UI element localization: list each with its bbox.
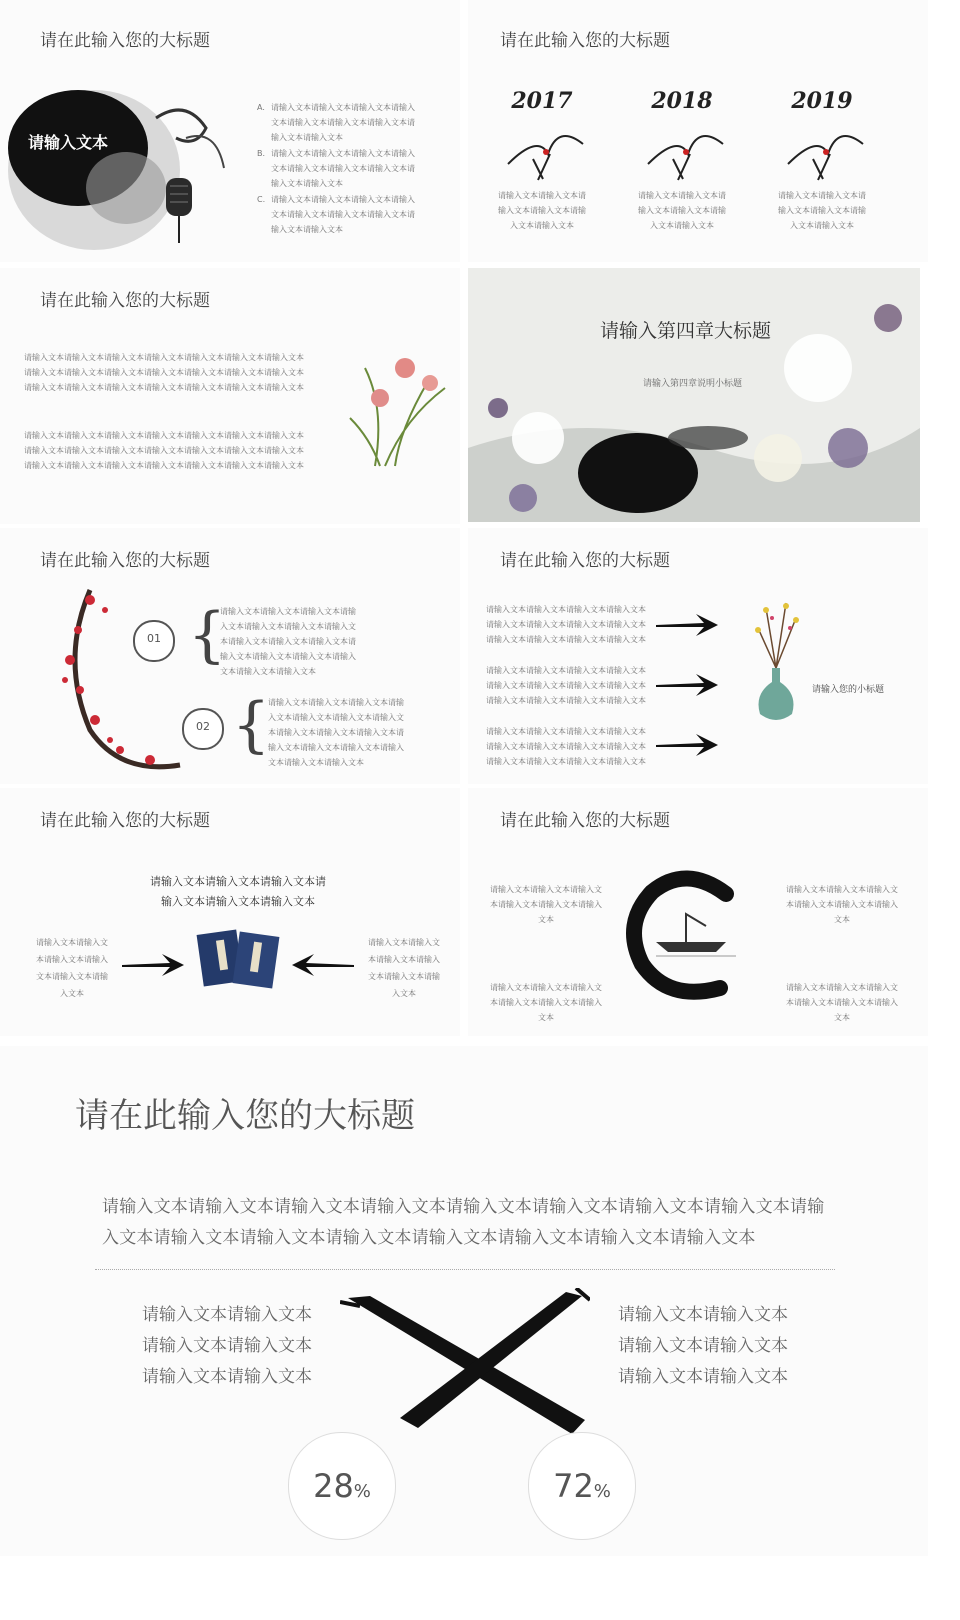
slide-7 (0, 788, 460, 1036)
list-item: C. 请输入文本请输入文本请输入文本请输入 文本请输入文本请输入文本请输入文本请 输入文本请输入文本 (257, 195, 415, 234)
orchid-illustration (345, 348, 460, 468)
text-block: 请输入文本请输入文本请输入文本请输入文本 请输入文本请输入文本请输入文本请输入文本 请输入文本请输入文本请输入文本请输入文本 (486, 666, 646, 705)
text-block: 请输入文本请输入文本请输入文 本请输入文本请输入文本请输入 文本 (786, 983, 898, 1022)
brush-arrow-right-icon (122, 954, 184, 976)
item-list (257, 100, 447, 237)
brace-icon: { (232, 690, 271, 760)
slide-title: 请在此输入您的大标题 (500, 551, 670, 571)
list-item: 请输入文本请输入文本 (142, 1336, 312, 1356)
dotted-divider (95, 1269, 835, 1270)
slide-5 (0, 528, 460, 784)
slide-title: 请在此输入您的大标题 (500, 811, 670, 831)
crane-icon (768, 114, 876, 184)
crane-icon (488, 114, 596, 184)
text-block: 请输入文本请输入文 本请输入文本请输入 文本请输入文本请输 入文本 (36, 938, 108, 998)
slide-title: 请在此输入您的大标题 (40, 31, 210, 51)
caption: 请输入文本请输入文本请 输入文本请输入文本请输 入文本请输入文本 (638, 191, 726, 230)
paragraph: 请输入文本请输入文本请输入文本请输入文本请输入文本请输入文本请输入文本请输入文本请输 入文本请输入文本请输入文本请输入文本请输入文本请输入文本请输入文本请输入文本 (102, 1197, 825, 1248)
percent-circle-left: 28% (288, 1432, 396, 1540)
page-title: 请在此输入您的大标题 (75, 1096, 415, 1136)
paragraph: 请输入文本请输入文本请输入文本请输入文本请输入文本请输入文本请输入文本 请输入文本请输入文本请输入文本请输入文本请输入文本请输入文本请输入文本 请输入文本请输入文本请输入文本请输入文本请输入文本请输入文本请输入文本 (24, 431, 304, 470)
text-block: 请输入文本请输入文本请输入文 本请输入文本请输入文本请输入 文本 (490, 983, 602, 1022)
step-badge: 01 (133, 620, 175, 662)
text-block: 请输入文本请输入文本请输入文本请输 入文本请输入文本请输入文本请输入文 本请输入文本请输入文本请输入文本请 输入文本请输入文本请输入文本请输入 文本请输入文本请输入文本 (268, 698, 404, 767)
lotus-ink-background (468, 268, 920, 522)
brush-arrow-icon (656, 674, 718, 696)
timeline-col (628, 88, 736, 233)
list-item: 请输入文本请输入文本 (618, 1336, 788, 1356)
list-item: 请输入文本请输入文本 (618, 1367, 788, 1387)
year-label: 2019 (791, 88, 853, 114)
right-list (618, 1300, 788, 1393)
left-list (142, 1300, 312, 1393)
percent-circle-right: 72% (528, 1432, 636, 1540)
ink-circle-boat-illustration (616, 864, 756, 1004)
books-illustration (196, 926, 280, 992)
timeline-col (768, 88, 876, 233)
text-block: 请输入文本请输入文本请输入文 本请输入文本请输入文本请输入 文本 (490, 885, 602, 924)
chapter-title: 请输入第四章大标题 (600, 320, 772, 342)
slide-title: 请在此输入您的大标题 (500, 31, 670, 51)
step-badge: 02 (182, 708, 224, 750)
caption: 请输入文本请输入文本请 输入文本请输入文本请输 入文本请输入文本 (778, 191, 866, 230)
slide-8 (468, 788, 928, 1036)
paragraph: 请输入文本请输入文本请输入文本请输入文本请输入文本请输入文本请输入文本 请输入文本请输入文本请输入文本请输入文本请输入文本请输入文本请输入文本 请输入文本请输入文本请输入文本请输入文本请输入文本请输入文本请输入文本 (24, 353, 304, 392)
slide-4 (468, 268, 920, 522)
timeline-col (488, 88, 596, 233)
ink-cross-brush-icon (340, 1288, 590, 1438)
text-block: 请输入文本请输入文本请输入文 本请输入文本请输入文本请输入 文本 (786, 885, 898, 924)
slide-title: 请在此输入您的大标题 (40, 291, 210, 311)
text-block: 请输入文本请输入文 本请输入文本请输入 文本请输入文本请输 入文本 (368, 938, 440, 998)
list-item: A. 请输入文本请输入文本请输入文本请输入 文本请输入文本请输入文本请输入文本请 输入文本请输入文本 (257, 103, 415, 142)
list-item: 请输入文本请输入文本 (142, 1305, 312, 1325)
slide-title: 请在此输入您的大标题 (40, 811, 210, 831)
list-item: 请输入文本请输入文本 (142, 1367, 312, 1387)
center-heading: 请输入文本请输入文本请输入文本请 输入文本请输入文本请输入文本 (150, 875, 326, 908)
vase-label: 请输入您的小标题 (812, 685, 885, 695)
text-block: 请输入文本请输入文本请输入文本请输 入文本请输入文本请输入文本请输入文 本请输入文本请输入文本请输入文本请 输入文本请输入文本请输入文本请输入 文本请输入文本请输入文本 (220, 607, 356, 676)
brush-arrow-left-icon (292, 954, 354, 976)
brace-icon: { (188, 600, 227, 670)
ink-label: 请输入文本 (28, 133, 109, 152)
vase-illustration (746, 598, 806, 728)
slide-3 (0, 268, 460, 524)
plum-blossom-illustration (50, 580, 190, 780)
slide-1 (0, 0, 460, 262)
brush-arrow-icon (656, 734, 718, 756)
text-block: 请输入文本请输入文本请输入文本请输入文本 请输入文本请输入文本请输入文本请输入文本 请输入文本请输入文本请输入文本请输入文本 (486, 605, 646, 644)
slide-2 (468, 0, 928, 262)
caption: 请输入文本请输入文本请 输入文本请输入文本请输 入文本请输入文本 (498, 191, 586, 230)
year-label: 2018 (651, 88, 713, 114)
list-item: 请输入文本请输入文本 (618, 1305, 788, 1325)
slide-6 (468, 528, 928, 784)
year-label: 2017 (511, 88, 573, 114)
chapter-subtitle: 请输入第四章说明小标题 (643, 379, 743, 389)
text-block: 请输入文本请输入文本请输入文本请输入文本 请输入文本请输入文本请输入文本请输入文本 请输入文本请输入文本请输入文本请输入文本 (486, 727, 646, 766)
crane-icon (628, 114, 736, 184)
brush-arrow-icon (656, 614, 718, 636)
ink-splash-illustration (6, 78, 236, 253)
list-item: B. 请输入文本请输入文本请输入文本请输入 文本请输入文本请输入文本请输入文本请 输入文本请输入文本 (257, 149, 415, 188)
slide-title: 请在此输入您的大标题 (40, 551, 210, 571)
